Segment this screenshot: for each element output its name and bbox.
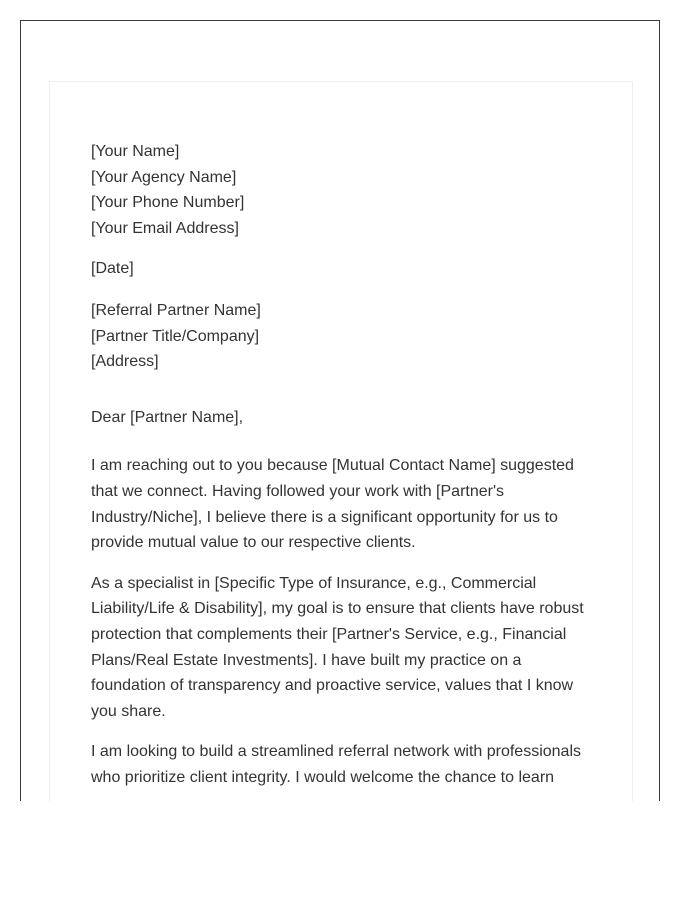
date-block (91, 256, 591, 282)
salutation: Dear [Partner Name], (91, 408, 244, 426)
recipient-name: [Referral Partner Name] (91, 301, 261, 319)
sender-agency: [Your Agency Name] (91, 168, 237, 186)
body-paragraph-2: As a specialist in [Specific Type of Insurance, e.g., Commercial Liability/Life & Disability], my goal is to ensure that clients have robust protection that complements their [Partner's Service, e.g., Financial Plans/Real Estate Investments]. I have built my practice on a foundation of transparency and proactive service, values that I know you share. (91, 574, 584, 720)
letter-date: [Date] (91, 260, 134, 278)
letter-page (49, 81, 633, 801)
recipient-address: [Address] (91, 353, 159, 371)
sender-name: [Your Name] (91, 143, 180, 160)
body-paragraph-3: I am looking to build a streamlined referral network with professionals who prioritize client integrity. I would welcome the chance to learn (91, 743, 582, 786)
recipient-block (91, 298, 591, 375)
recipient-title-company: [Partner Title/Company] (91, 327, 260, 345)
letter-body (91, 139, 591, 790)
sender-email: [Your Email Address] (91, 219, 239, 237)
sender-phone: [Your Phone Number] (91, 194, 245, 212)
body-paragraph-1: I am reaching out to you because [Mutual Contact Name] suggested that we connect. Having followed your work with [Partner's Industry/Niche], I believe there is a significant opportunity for us to provide mutual value to our respective clients. (91, 457, 574, 552)
sender-block (91, 139, 591, 241)
document-viewport (20, 20, 660, 801)
